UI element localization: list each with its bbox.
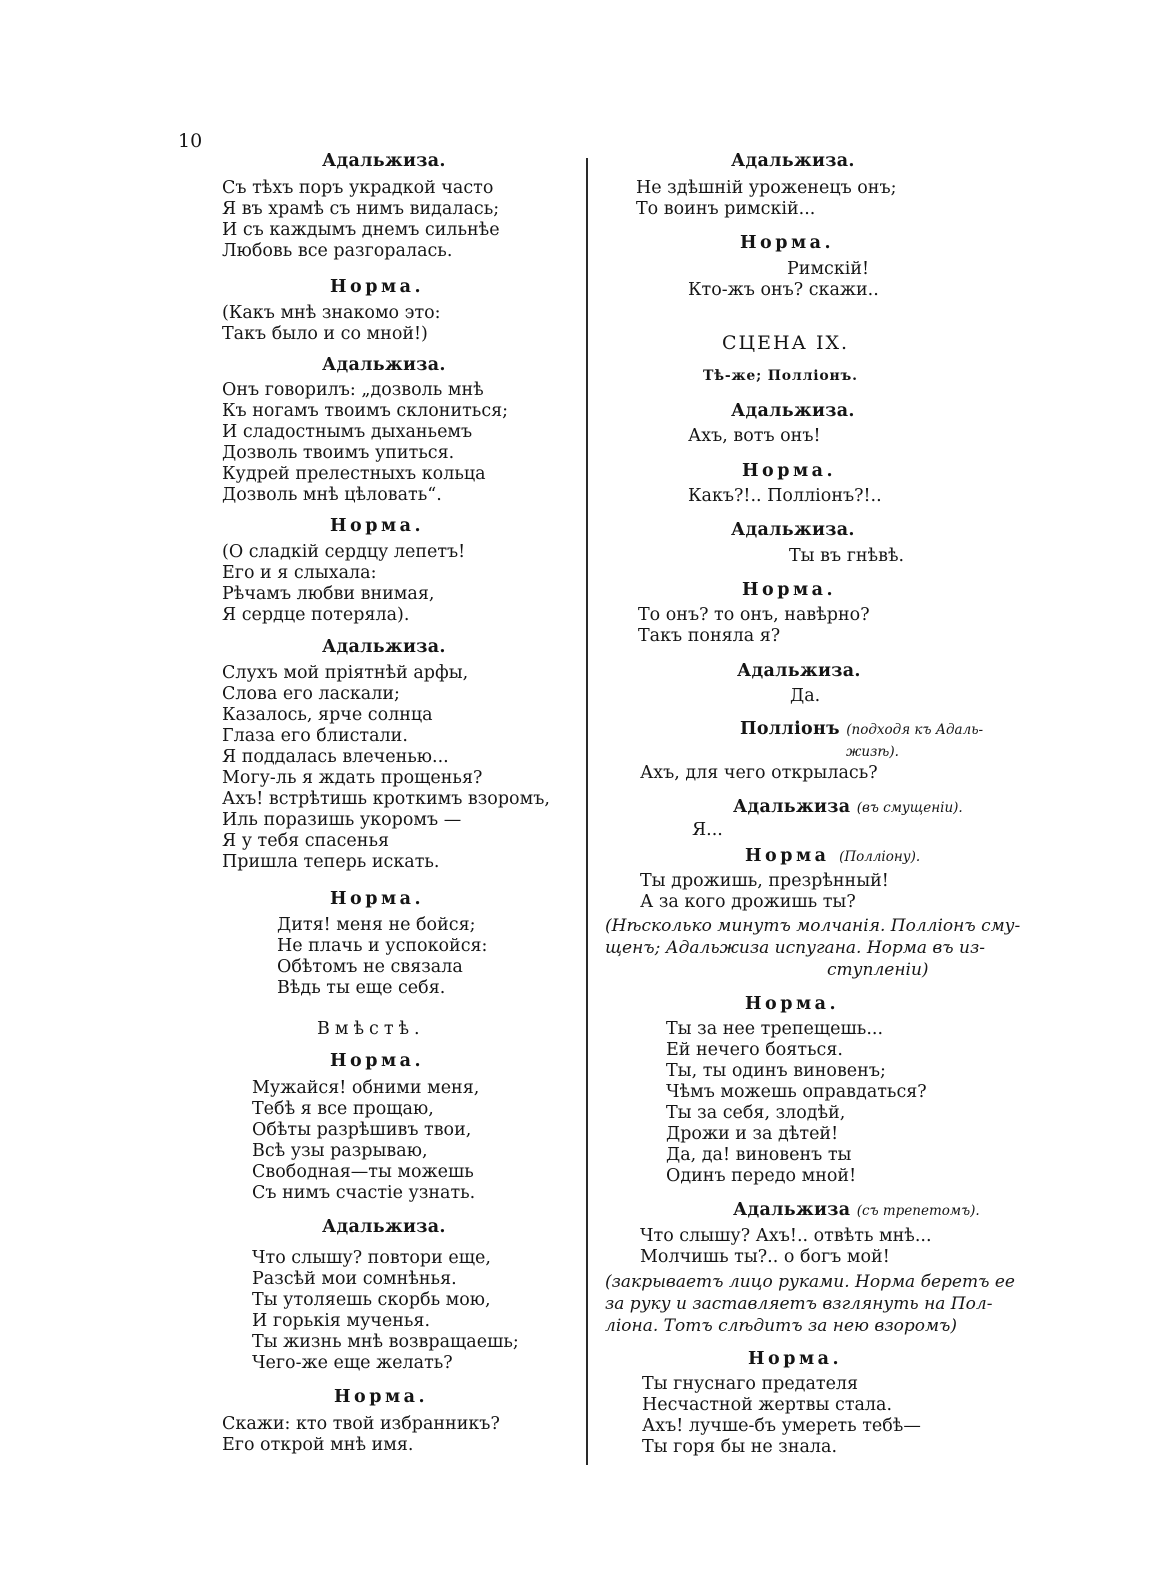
verse-line: Съ тѣхъ поръ украдкой часто [222,178,494,198]
speaker-name: Полліонъ [740,719,840,739]
stage-direction-1 [605,915,1020,981]
verse-line: Слова его ласкали; [222,684,400,704]
verse-line: Слухъ мой пріятнѣй арфы, [222,663,469,683]
left-block-8 [322,1216,446,1238]
verse-line: Ты гнуснаго предателя [642,1374,859,1394]
verse-line: Какъ?!.. Полліонъ?!.. [688,486,882,506]
verse-line: Пришла теперь искать. [222,852,440,872]
verse-line: Его и я слыхала: [222,563,377,583]
verse-line: То онъ? то онъ, навѣрно? [638,605,870,625]
speaker-norma: Норма. [330,1051,425,1071]
left-lines-5 [222,663,550,873]
right-lines-6 [638,605,870,647]
verse-line: Мужайся! обними меня, [252,1078,480,1098]
verse-line: Тебѣ я все прощаю, [252,1099,434,1119]
verse-line: Такъ было и со мной!) [222,324,428,344]
scene-cast: Тѣ-же; Полліонъ. [703,368,858,384]
verse-line: Ты горя бы не знала. [642,1437,838,1457]
speaker-norma: Норма. [330,277,425,297]
right-block-11 [745,993,839,1015]
right-lines-9 [692,820,723,841]
right-block-8 [740,718,983,741]
verse-line: Его открой мнѣ имя. [222,1435,414,1455]
verse-line: Ты, ты одинъ виновенъ; [666,1061,886,1081]
verse-line: Я у тебя спасенья [222,831,390,851]
speaker-norma: Норма. [740,233,835,253]
right-lines-8 [640,763,878,784]
right-block-13 [748,1348,842,1370]
speaker-norma: Норма. [748,1349,843,1369]
verse-line: Не здѣшній уроженецъ онъ; [636,178,897,198]
direction-line: за руку и заставляетъ взглянуть на Пол- [605,1294,993,1314]
verse-line: Одинъ передо мной! [666,1166,857,1186]
right-block-4 [742,460,836,482]
verse-line: Ей нечего бояться. [666,1040,843,1060]
left-block-7 [330,1050,424,1072]
verse-line: Ахъ! лучше-бъ умереть тебѣ— [642,1416,921,1436]
speaker-norma: Норма. [334,1387,429,1407]
verse-line: Не плачь и успокойся: [277,936,488,956]
verse-line: (Какъ мнѣ знакомо это: [222,303,441,323]
verse-line: Такъ поняла я? [638,626,781,646]
verse-line: Что слышу? повтори еще, [252,1248,491,1268]
verse-line: Чего-же еще желать? [252,1353,453,1373]
verse-line: Иль поразишь укоромъ — [222,810,462,830]
verse-line: Дрожи и за дѣтей! [666,1124,839,1144]
verse-line: Я въ храмѣ съ нимъ видалась; [222,199,500,219]
verse-line: Ты жизнь мнѣ возвращаешь; [252,1332,519,1352]
verse-line: Обѣтомъ не связала [277,957,463,977]
speaker-adalgisa: Адальжиза. [737,661,861,681]
direction-line: (Нѣсколько минутъ молчанія. Полліонъ сму- [605,916,1021,936]
scene-title-block [722,331,849,355]
verse-line: И съ каждымъ днемъ сильнѣе [222,220,500,240]
verse-line: Глаза его блистали. [222,726,408,746]
verse-line: Ты за нее трепещешь... [666,1019,884,1039]
speaker-adalgisa: Адальжиза. [731,151,855,171]
verse-line: Всѣ узы разрываю, [252,1141,428,1161]
right-block-1 [731,150,855,172]
verse-line: Кудрей прелестныхъ кольца [222,464,486,484]
speaker-name: Адальжиза [733,1200,851,1220]
verse-line: Несчастной жертвы стала. [642,1395,893,1415]
stage-note: (Полліону). [839,849,921,865]
right-line-2b [688,280,879,301]
verse-line: Ты утоляешь скорбь мою, [252,1290,491,1310]
verse-line: Ты дрожишь, презрѣнный! [640,871,889,891]
speaker-norma: Норма. [330,516,425,536]
right-lines-12 [640,1226,932,1268]
verse-line: Къ ногамъ твоимъ склониться; [222,401,509,421]
right-line-2a [787,259,869,280]
direction-line: (закрываетъ лицо руками. Норма беретъ ее [605,1272,1015,1292]
left-block-4 [330,515,424,537]
left-block-1 [322,150,446,172]
verse-line: И сладостнымъ дыханьемъ [222,422,473,442]
speaker-norma: Норма. [742,461,837,481]
right-lines-3 [688,426,821,447]
speaker-norma [745,845,920,868]
verse-line: Ты въ гнѣвѣ. [789,546,905,566]
verse-line: Ты за себя, злодѣй, [666,1103,846,1123]
left-lines-9 [222,1414,500,1456]
speaker-adalgisa [733,796,963,819]
direction-line: ступленіи) [827,960,929,980]
left-lines-8 [252,1248,519,1374]
speaker-norma: Норма. [745,994,840,1014]
left-lines-7 [252,1078,479,1204]
right-lines-5 [789,546,904,567]
verse-line: Римскій! [787,259,870,279]
column-divider [586,158,588,1465]
left-block-2 [330,276,424,298]
verse-line: Чѣмъ можешь оправдаться? [666,1082,927,1102]
left-block-5 [322,636,446,658]
verse-line: Я... [692,820,723,840]
right-lines-1 [636,178,897,220]
verse-line: Любовь все разгоралась. [222,241,453,261]
speaker-adalgisa: Адальжиза. [731,401,855,421]
speaker-name: Норма [745,846,830,866]
speaker-adalgisa: Адальжиза. [322,355,446,375]
verse-line: Обѣты разрѣшивъ твои, [252,1120,472,1140]
verse-line: Онъ говорилъ: „дозволь мнѣ [222,380,484,400]
stage-note: жизѣ). [846,744,899,760]
direction-line: ліона. Тотъ слѣдитъ за нею взоромъ) [605,1316,958,1336]
left-block-3 [322,354,446,376]
left-block-9 [334,1386,428,1408]
right-block-7 [737,660,861,682]
speaker-norma: Норма. [330,889,425,909]
right-block-9 [733,796,963,819]
right-block-2 [740,232,834,254]
left-lines-4 [222,542,465,626]
right-lines-10 [640,871,889,913]
left-block-6 [330,888,424,910]
verse-line: Ахъ, для чего открылась? [640,763,878,783]
verse-line: И горькія мученья. [252,1311,431,1331]
stage-note: (съ трепетомъ). [856,1203,980,1219]
scene-cast-block [703,366,858,386]
verse-line: Ахъ, вотъ онъ! [688,426,821,446]
verse-line: (О сладкій сердцу лепетъ! [222,542,466,562]
speaker-name: Адальжиза [733,797,851,817]
left-lines-2 [222,303,441,345]
stage-note: (подходя къ Адаль- [846,722,984,738]
right-block-3 [731,400,855,422]
verse-line: Вѣдь ты еще себя. [277,978,446,998]
speaker-norma: Норма. [742,580,837,600]
right-lines-4 [688,486,882,507]
verse-line: Могу-ль я ждать прощенья? [222,768,483,788]
verse-line: Я сердце потеряла). [222,605,410,625]
direction-line: щенъ; Адальжиза испугана. Норма въ из- [605,938,986,958]
stage-direction-2 [605,1271,1015,1337]
verse-line: Рѣчамъ любви внимая, [222,584,435,604]
verse-line: Дозволь мнѣ цѣловать“. [222,485,442,505]
verse-line: Да, да! виновенъ ты [666,1145,852,1165]
stage-note: (въ смущеніи). [856,800,963,816]
verse-line: Казалось, ярче солнца [222,705,433,725]
left-lines-1 [222,178,500,262]
right-note-8b [846,740,899,763]
verse-line: Молчишь ты?.. о богъ мой! [640,1247,890,1267]
speaker-adalgisa: Адальжиза. [322,151,446,171]
speaker-adalgisa: Адальжиза. [322,637,446,657]
verse-line: Скажи: кто твой избранникъ? [222,1414,500,1434]
verse-line: Ахъ! встрѣтишь кроткимъ взоромъ, [222,789,550,809]
right-lines-11 [666,1019,927,1187]
scene-title: СЦЕНА IX. [722,332,850,354]
left-lines-6 [277,915,487,999]
left-lines-3 [222,380,508,506]
speaker-adalgisa [733,1199,980,1222]
together-heading-block [317,1018,425,1040]
speaker-adalgisa: Адальжиза. [731,520,855,540]
verse-line: Дитя! меня не бойся; [277,915,476,935]
right-block-12 [733,1199,980,1222]
verse-line: А за кого дрожишь ты? [640,892,856,912]
verse-line: Дозволь твоимъ упиться. [222,443,455,463]
right-block-6 [742,579,836,601]
right-lines-7 [790,686,820,707]
right-block-10 [745,845,920,868]
verse-line: Разсѣй мои сомнѣнья. [252,1269,457,1289]
verse-line: Кто-жъ онъ? скажи.. [688,280,879,300]
together-heading: Вмѣстѣ. [317,1019,425,1039]
speaker-adalgisa: Адальжиза. [322,1217,446,1237]
speaker-pollione [740,718,983,741]
verse-line: Да. [790,686,821,706]
verse-line: Я поддалась влеченью... [222,747,449,767]
verse-line: Что слышу? Ахъ!.. отвѣть мнѣ... [640,1226,932,1246]
verse-line: Свободная—ты можешь [252,1162,474,1182]
right-block-5 [731,519,855,541]
right-lines-13 [642,1374,921,1458]
verse-line: Съ нимъ счастіе узнать. [252,1183,476,1203]
page-number: 10 [178,130,203,152]
verse-line: То воинъ римскій... [636,199,816,219]
